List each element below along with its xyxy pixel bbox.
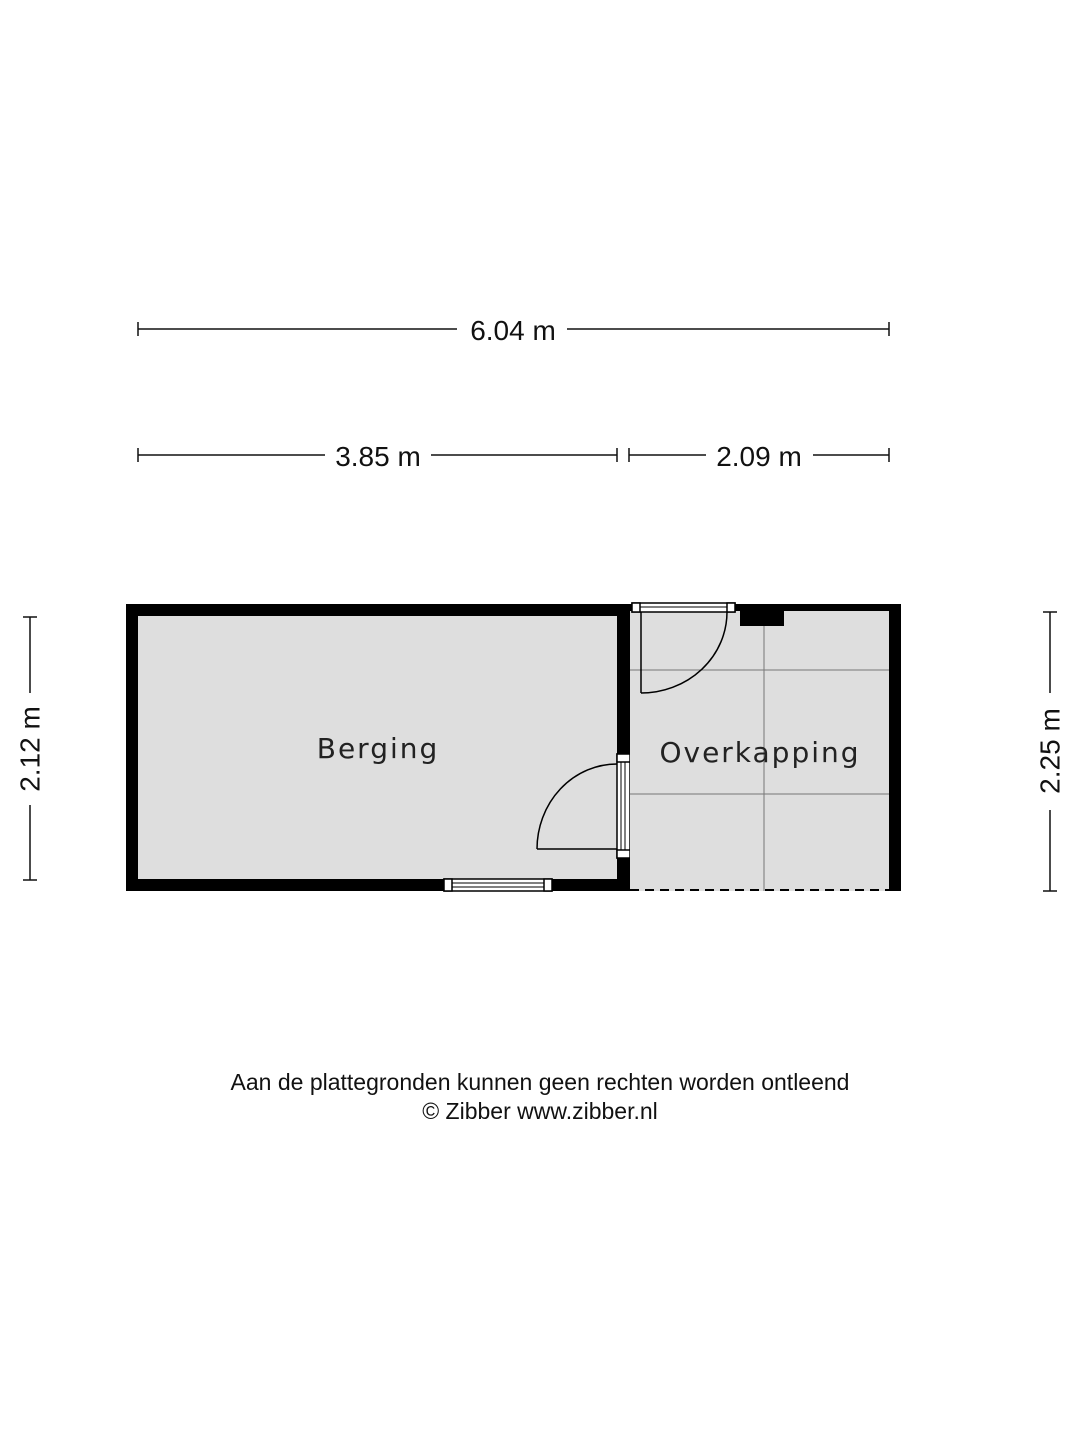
dimension-left-height-label: 2.12 m xyxy=(14,706,46,792)
dimension-right-height-label: 2.25 m xyxy=(1034,708,1066,794)
dimension-berging-width-label: 3.85 m xyxy=(335,441,421,472)
berging-bottom-window xyxy=(444,879,552,891)
overkapping-post xyxy=(740,604,784,626)
room-label-overkapping: Overkapping xyxy=(659,736,861,769)
footer-disclaimer: Aan de plattegronden kunnen geen rechten worden ontleend xyxy=(230,1069,850,1095)
overkapping-wall-right xyxy=(889,604,901,891)
dimension-overkapping-width-label: 2.09 m xyxy=(716,441,802,472)
berging-wall-bottom xyxy=(126,879,630,891)
footer-copyright: © Zibber www.zibber.nl xyxy=(422,1098,658,1124)
room-label-berging: Berging xyxy=(316,732,440,765)
dimension-total-width-label: 6.04 m xyxy=(470,315,556,346)
berging-wall-left xyxy=(126,604,138,891)
berging-wall-top xyxy=(126,604,630,616)
